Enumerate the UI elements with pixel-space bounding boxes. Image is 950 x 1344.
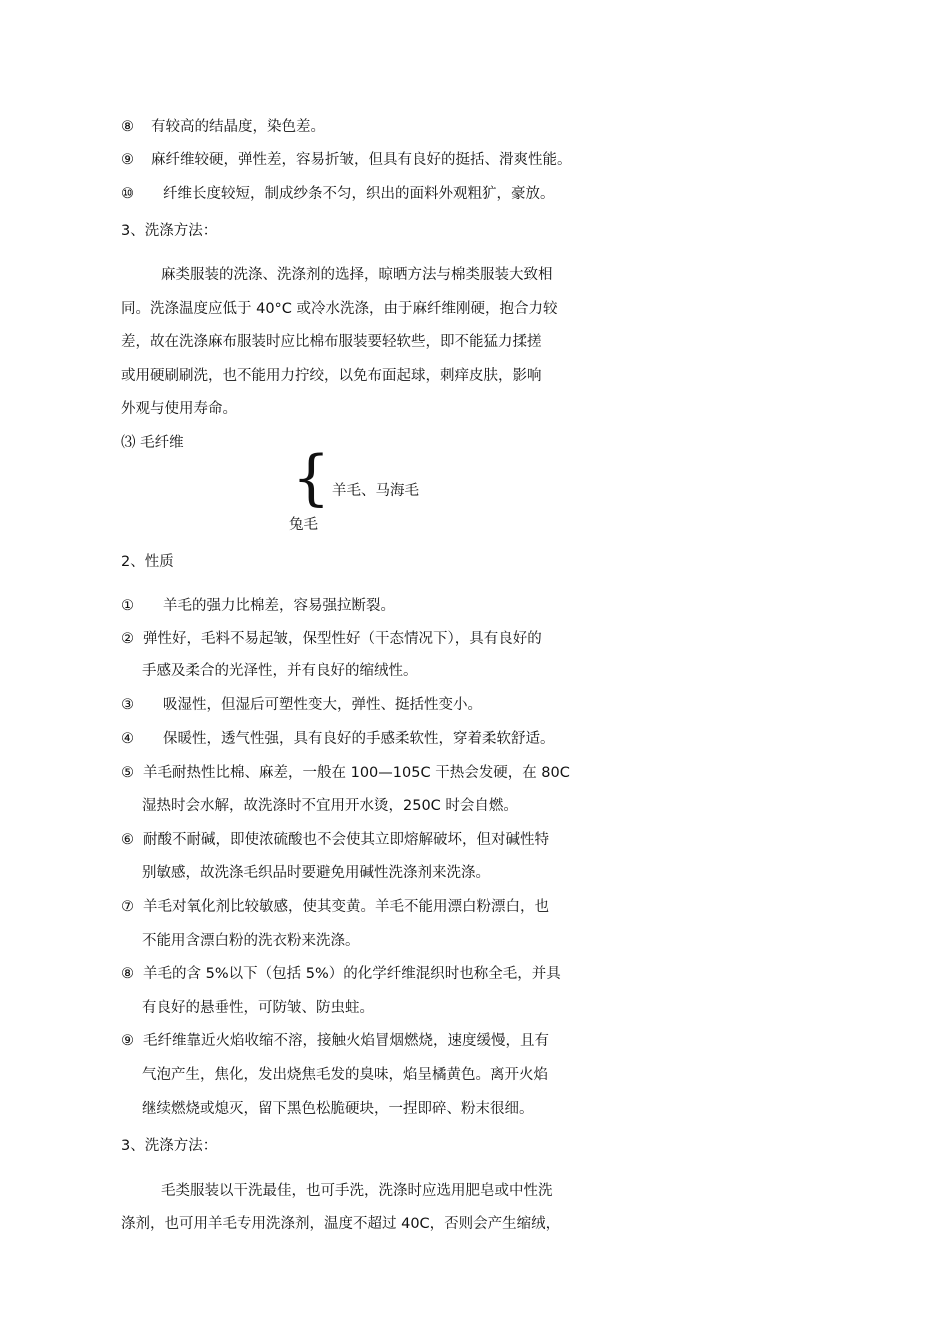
paragraph-line: 涤剂，也可用羊毛专用洗涤剂，温度不超过 40C，否则会产生缩绒， <box>121 1216 561 1232</box>
item-number: ⑥ <box>121 832 134 848</box>
list-item <box>121 150 572 170</box>
item-text: 麻纤维较硬，弹性差，容易折皱，但具有良好的挺括、滑爽性能。 <box>151 152 572 168</box>
list-item <box>121 897 549 917</box>
list-item <box>121 629 542 649</box>
list-item <box>121 830 549 850</box>
list-item <box>121 1031 549 1051</box>
list-item <box>121 596 395 616</box>
list-item <box>121 964 561 984</box>
paragraph-line: 差，故在洗涤麻布服装时应比棉布服装要轻软些，即不能猛力揉搓 <box>121 334 542 350</box>
paragraph-line: 或用硬刷刷洗，也不能用力拧绞，以免布面起球，刺痒皮肤，影响 <box>121 368 542 384</box>
item-text: 羊毛的含 5%以下（包括 5%）的化学纤维混织时也称全毛，并具 <box>143 966 561 982</box>
item-text: 毛纤维靠近火焰收缩不溶，接触火焰冒烟燃烧，速度缓慢，且有 <box>143 1033 549 1049</box>
paragraph-line: 外观与使用寿命。 <box>121 401 237 417</box>
section-heading: 3、洗涤方法： <box>121 223 218 239</box>
item-text: 有较高的结晶度，染色差。 <box>151 119 325 135</box>
item-continuation: 有良好的悬垂性，可防皱、防虫蛀。 <box>142 1000 374 1016</box>
list-item <box>121 695 482 715</box>
item-number: ① <box>121 598 134 614</box>
list-item <box>121 763 570 783</box>
brace-item: 兔毛 <box>289 517 318 533</box>
item-number: ⑦ <box>121 899 134 915</box>
item-text: 羊毛耐热性比棉、麻差，一般在 100—105C 干热会发硬，在 80C <box>143 765 570 781</box>
paragraph-line: 同。洗涤温度应低于 40°C 或冷水洗涤，由于麻纤维刚硬，抱合力较 <box>121 301 558 317</box>
brace-item: 羊毛、马海毛 <box>332 483 419 499</box>
item-continuation: 继续燃烧或熄灭，留下黑色松脆硬块，一捏即碎、粉末很细。 <box>142 1101 534 1117</box>
item-text: 纤维长度较短，制成纱条不匀，织出的面料外观粗犷，豪放。 <box>163 186 555 202</box>
item-number: ⑨ <box>121 1033 134 1049</box>
item-number: ⑤ <box>121 765 134 781</box>
item-text: 吸湿性，但湿后可塑性变大，弹性、挺括性变小。 <box>163 697 482 713</box>
item-number: ② <box>121 631 134 647</box>
section-heading: 3、洗涤方法： <box>121 1138 218 1154</box>
item-number: ④ <box>121 731 134 747</box>
section-heading: 2、性质 <box>121 554 174 570</box>
item-number: ⑩ <box>121 186 134 202</box>
paragraph-line: 毛类服装以干洗最佳，也可手洗，洗涤时应选用肥皂或中性洗 <box>161 1183 553 1199</box>
list-item <box>121 729 555 749</box>
item-text: 弹性好，毛料不易起皱，保型性好（干态情况下），具有良好的 <box>143 631 542 647</box>
item-text: 羊毛的强力比棉差，容易强拉断裂。 <box>163 598 395 614</box>
item-text: 羊毛对氧化剂比较敏感，使其变黄。羊毛不能用漂白粉漂白，也 <box>143 899 549 915</box>
item-continuation: 手感及柔合的光泽性，并有良好的缩绒性。 <box>142 663 418 679</box>
item-continuation: 别敏感，故洗涤毛织品时要避免用碱性洗涤剂来洗涤。 <box>142 865 490 881</box>
section-heading: ⑶ 毛纤维 <box>121 435 184 451</box>
item-text: 保暖性，透气性强，具有良好的手感柔软性，穿着柔软舒适。 <box>163 731 555 747</box>
list-item <box>121 184 555 204</box>
item-number: ⑨ <box>121 152 134 168</box>
item-continuation: 不能用含漂白粉的洗衣粉来洗涤。 <box>142 933 360 949</box>
brace-icon: { <box>292 443 331 513</box>
item-text: 耐酸不耐碱，即使浓硫酸也不会使其立即熔解破坏，但对碱性特 <box>143 832 549 848</box>
item-number: ⑧ <box>121 119 134 135</box>
item-number: ⑧ <box>121 966 134 982</box>
item-continuation: 湿热时会水解，故洗涤时不宜用开水烫，250C 时会自燃。 <box>142 798 518 814</box>
list-item <box>121 117 325 137</box>
item-continuation: 气泡产生，焦化，发出烧焦毛发的臭味，焰呈橘黄色。离开火焰 <box>142 1067 548 1083</box>
paragraph-line: 麻类服装的洗涤、洗涤剂的选择，晾晒方法与棉类服装大致相 <box>161 267 553 283</box>
item-number: ③ <box>121 697 134 713</box>
